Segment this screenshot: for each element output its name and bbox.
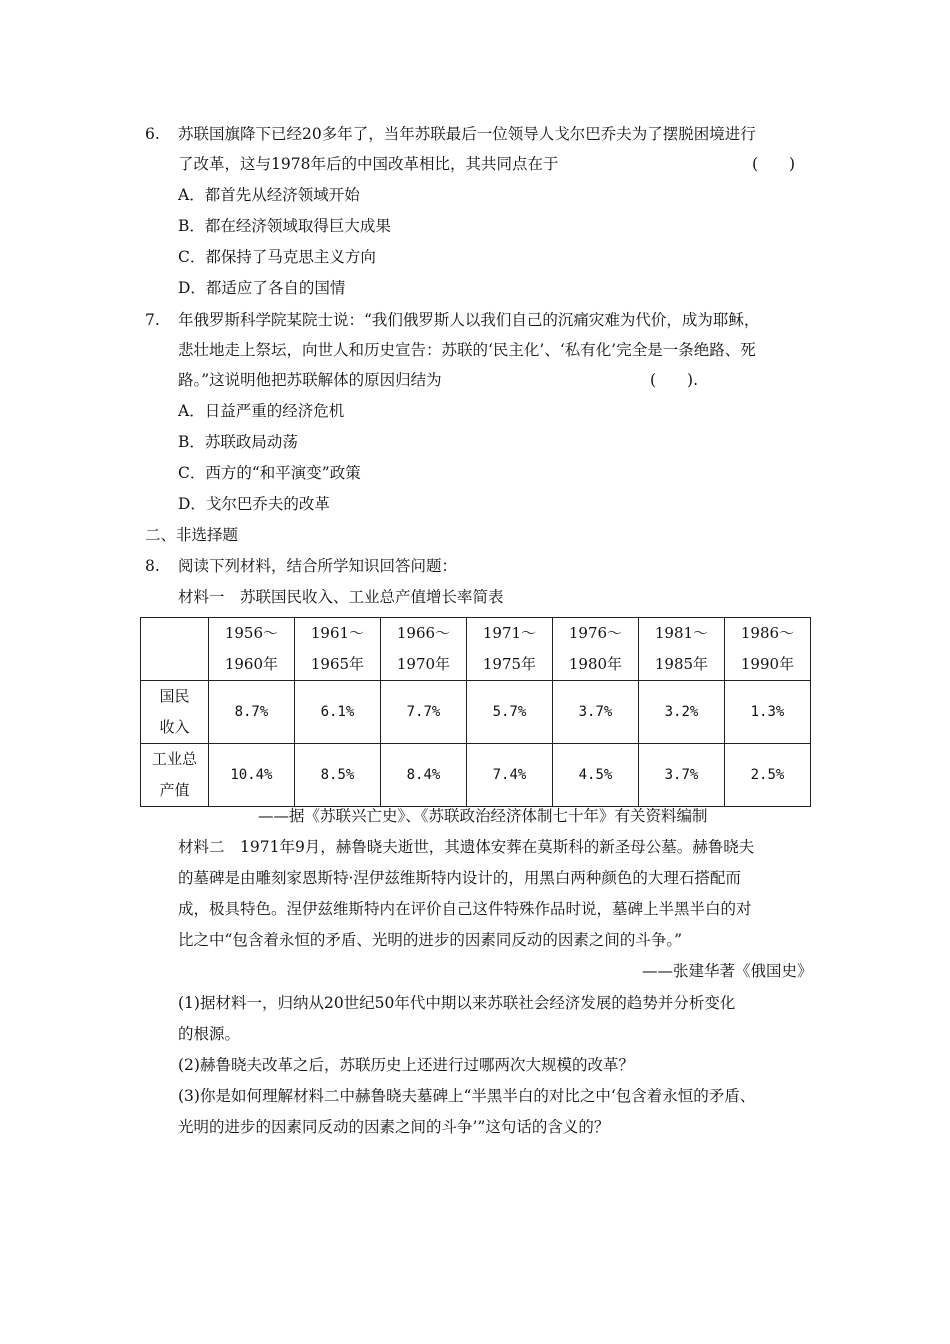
table-cell: 3.2%: [638, 681, 724, 744]
question-6-text-line1: 苏联国旗降下已经20多年了，当年苏联最后一位领导人戈尔巴乔夫为了摆脱困境进行: [178, 125, 756, 143]
question-7-option-d: D．戈尔巴乔夫的改革: [178, 495, 330, 513]
question-7-option-b: B．苏联政局动荡: [178, 433, 298, 451]
material-1-source: ——据《苏联兴亡史》、《苏联政治经济体制七十年》有关资料编制: [258, 807, 708, 825]
question-8-number: 8.: [145, 557, 160, 575]
table-corner-cell: [141, 618, 209, 681]
question-7-text-line3: 路。”这说明他把苏联解体的原因归结为: [178, 371, 442, 389]
section-heading: 二、非选择题: [145, 526, 239, 544]
question-6-number: 6.: [145, 125, 160, 143]
question-6-option-a: A．都首先从经济领域开始: [178, 186, 360, 204]
table-cell: 8.5%: [294, 744, 380, 807]
question-7-option-a: A．日益严重的经济危机: [178, 402, 345, 420]
question-6-text-line2: 了改革，这与1978年后的中国改革相比，其共同点在于: [178, 155, 559, 173]
table-row: [141, 681, 811, 744]
subquestion-1-line1: (1)据材料一，归纳从20世纪50年代中期以来苏联社会经济发展的趋势并分析变化: [178, 994, 736, 1012]
table-cell: 2.5%: [724, 744, 810, 807]
question-6-option-b: B．都在经济领域取得巨大成果: [178, 217, 391, 235]
table-header-cell: 1981～ 1985年: [638, 618, 724, 681]
subquestion-3-line2: 光明的进步的因素同反动的因素之间的斗争’”这句话的含义的？: [178, 1118, 610, 1136]
material-2-line4: 比之中“包含着永恒的矛盾、光明的进步的因素同反动的因素之间的斗争。”: [178, 931, 683, 949]
question-7-answer-paren: ( ).: [650, 371, 699, 389]
table-cell: 6.1%: [294, 681, 380, 744]
table-header-cell: 1976～ 1980年: [552, 618, 638, 681]
table-cell: 4.5%: [552, 744, 638, 807]
table-cell: 8.7%: [208, 681, 294, 744]
table-cell: 7.7%: [380, 681, 466, 744]
question-6-option-d: D．都适应了各自的国情: [178, 279, 346, 297]
material-2-line1: 材料二 1971年9月，赫鲁晓夫逝世，其遗体安葬在莫斯科的新圣母公墓。赫鲁晓夫: [178, 838, 755, 856]
table-cell: 3.7%: [552, 681, 638, 744]
table-header-cell: 1971～ 1975年: [466, 618, 552, 681]
table-row-label: 工业总 产值: [141, 744, 209, 807]
question-7-text-line1: 年俄罗斯科学院某院士说：“我们俄罗斯人以我们自己的沉痛灾难为代价，成为耶稣，: [178, 311, 760, 329]
growth-rate-table: [140, 617, 811, 807]
question-8-intro: 阅读下列材料，结合所学知识回答问题：: [178, 557, 458, 575]
subquestion-3-line1: (3)你是如何理解材料二中赫鲁晓夫墓碑上“半黑半白的对比之中‘包含着永恒的矛盾、: [178, 1087, 756, 1105]
material-2-source: ——张建华著《俄国史》: [642, 962, 813, 980]
question-7-number: 7.: [145, 311, 160, 329]
table-header-cell: 1986～ 1990年: [724, 618, 810, 681]
table-header-cell: 1956～ 1960年: [208, 618, 294, 681]
table-header-cell: 1966～ 1970年: [380, 618, 466, 681]
table-cell: 8.4%: [380, 744, 466, 807]
table-cell: 1.3%: [724, 681, 810, 744]
question-6-answer-paren: ( ): [752, 155, 796, 173]
table-cell: 5.7%: [466, 681, 552, 744]
question-7-text-line2: 悲壮地走上祭坛，向世人和历史宣告：苏联的‘民主化’、‘私有化’完全是一条绝路、死: [178, 341, 756, 359]
material-2-line3: 成，极具特色。涅伊兹维斯特内在评价自己这件特殊作品时说，墓碑上半黑半白的对: [178, 900, 752, 918]
table-cell: 7.4%: [466, 744, 552, 807]
subquestion-2: (2)赫鲁晓夫改革之后，苏联历史上还进行过哪两次大规模的改革？: [178, 1056, 634, 1074]
subquestion-1-line2: 的根源。: [178, 1025, 241, 1043]
question-6-option-c: C．都保持了马克思主义方向: [178, 248, 376, 266]
table-row: [141, 744, 811, 807]
material-2-line2: 的墓碑是由雕刻家恩斯特·涅伊兹维斯特内设计的，用黑白两种颜色的大理石搭配而: [178, 869, 741, 887]
table-cell: 10.4%: [208, 744, 294, 807]
table-cell: 3.7%: [638, 744, 724, 807]
material-1-title: 材料一 苏联国民收入、工业总产值增长率简表: [178, 588, 504, 606]
table-header-cell: 1961～ 1965年: [294, 618, 380, 681]
question-7-option-c: C．西方的“和平演变”政策: [178, 464, 361, 482]
table-row-label: 国民 收入: [141, 681, 209, 744]
table-header-row: [141, 618, 811, 681]
